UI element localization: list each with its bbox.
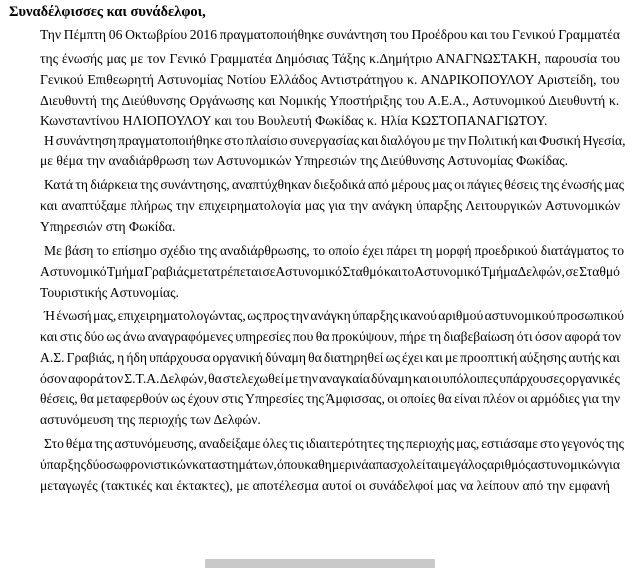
paragraph-1-line: της ένωσής μας με τον Γενικό Γραμματέα Δημόσιας Τάξης κ.Δημήτριο ΑΝΑΓΝΩΣΤΑΚΗ, παρουσία του [40,51,621,66]
paragraph-1-line: Κωνσταντίνου ΗΛΙΟΠΟΥΛΟΥ και του Βουλευτή Φωκίδας κ. Ηλία ΚΩΣΤΟΠΑΝΑΓΙΩΤΟΥ. [40,113,548,128]
paragraph-4-line: Τουριστικής Αστυνομίας. [40,285,179,300]
paragraph-3-line: Κατά τη διάρκεια της συνάντησης, αναπτύχθηκαν διεξοδικά από μέρους μας οι πάγιες θέσεις της ένωσής μας [44,177,625,192]
paragraph-5-line: αστυνόμευση της περιοχής των Δελφών. [40,412,261,427]
horizontal-scrollbar[interactable] [205,559,435,568]
paragraph-5-line: και στις δύο ως άνω αναγραφόμενες υπηρεσίες που θα προκύψουν, πήρε τη διαβεβαίωση ότι όσον αφορά τον [40,329,621,344]
greeting-heading: Συναδέλφισσες και συνάδελφοι, [9,4,206,20]
paragraph-3-line: και αναπτύξαμε πλήρως την επιχειρηματολογία μας για την ανάγκη ύπαρξης Λειτουργικών Αστυνομικών [40,198,621,213]
paragraph-5-line: Ή ένωσή μας, επιχειρηματολογώντας, ως προς την ανάγκη ύπαρξης ικανού αριθμού αστυνομικού προσωπικού [44,308,625,323]
paragraph-2-line: Η συνάντηση πραγματοποιήθηκε στο πλαίσιο συνεργασίας και διαλόγου με την Πολιτική και Φυσική Ηγεσία, [44,133,626,148]
paragraph-6-line: ύπαρξης δύο σωφρονιστικών καταστημάτων, όπου καθημερινά απασχολείται μεγάλος αριθμός αστυνομικών για [40,457,620,472]
paragraph-1-line: Διευθυντή της Διεύθυνσης Οργάνωσης και Νομικής Υποστήριξης του Α.Ε.Α., Αστυνομικού Διευθυντή κ. [40,93,620,108]
paragraph-4-line: Με βάση το επίσημο σχέδιο της αναδιάρθρωσης, το οποίο έχει πάρει τη μορφή προεδρικού διατάγματος το [44,243,625,258]
paragraph-5-line: Α.Σ. Γραβιάς, η ήδη υπάρχουσα οργανική δύναμη θα διατηρηθεί ως έχει και με προοπτική αύξησης αυτής και [40,350,620,365]
paragraph-1-line: Την Πέμπτη 06 Οκτωβρίου 2016 πραγματοποιήθηκε συνάντηση του Προέδρου και του Γενικού Γραμματέα [40,27,620,42]
paragraph-4-line: Αστυνομικό Τμήμα Γραβιάς μετατρέπεται σε Αστυνομικό Σταθμό και το Αστυνομικό Τμήμα Δελφών, σε Σταθμό [40,264,620,279]
paragraph-2-line: με θέμα την αναδιάρθρωση των Αστυνομικών Υπηρεσιών της Διεύθυνσης Αστυνομίας Φωκίδας. [40,153,569,168]
paragraph-5-line: όσον αφορά τον Σ.Τ.Α. Δελφών, θα στελεχωθεί με την αναγκαία δύναμη και οι υπόλοιπες υπάρχουσες οργανικές [40,371,620,386]
paragraph-5-line: θέσεις, θα μεταφερθούν ως έχουν στις Υπηρεσίες της Άμφισσας, οι οποίες θα είναι πλέον οι αρμόδιες για την [40,391,621,406]
paragraph-6-line: μεταγωγές (τακτικές και έκτακτες), με αποτέλεσμα αυτοί οι συνάδελφοί μας να λείπουν από την εμφανή [40,478,611,493]
paragraph-6-line: Στο θέμα της αστυνόμευσης, αναδείξαμε όλες τις ιδιαιτερότητες της περιοχής μας, εστιάσαμε στο γεγονός της [44,436,625,451]
paragraph-3-line: Υπηρεσιών στη Φωκίδα. [40,219,176,234]
paragraph-1-line: Γενικού Επιθεωρητή Αστυνομίας Νοτίου Ελλάδος Αντιστράτηγου κ. ΑΝΔΡΙΚΟΠΟΥΛΟΥ Αριστείδη, του [40,72,620,87]
